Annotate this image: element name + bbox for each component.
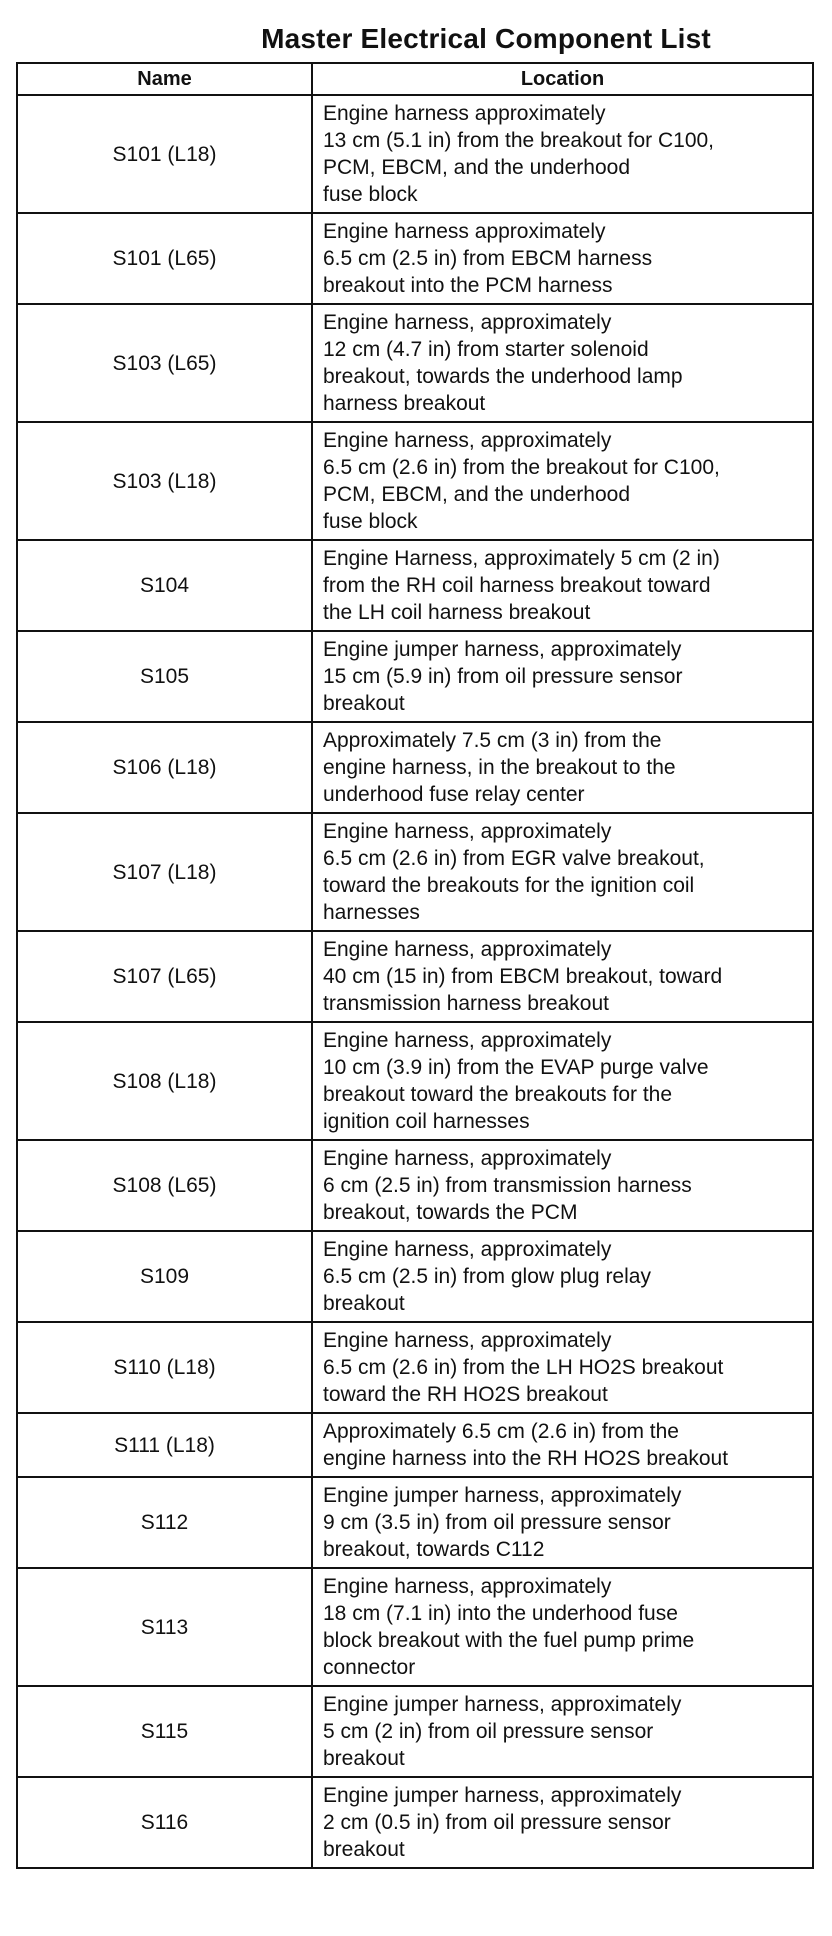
component-location: Engine jumper harness, approximately 9 cm (3.5 in) from oil pressure sensor breakout, towards C112 bbox=[312, 1477, 813, 1568]
component-location: Engine harness, approximately 6.5 cm (2.6 in) from EGR valve breakout, toward the breakouts for the ignition coil harnesses bbox=[312, 813, 813, 931]
table-row bbox=[17, 1477, 813, 1568]
component-location: Engine harness, approximately 10 cm (3.9 in) from the EVAP purge valve breakout toward the breakouts for the ignition coil harnesses bbox=[312, 1022, 813, 1140]
component-name: S112 bbox=[17, 1477, 312, 1568]
component-location: Approximately 6.5 cm (2.6 in) from the engine harness into the RH HO2S breakout bbox=[312, 1413, 813, 1477]
table-row bbox=[17, 540, 813, 631]
component-name: S115 bbox=[17, 1686, 312, 1777]
component-name: S107 (L18) bbox=[17, 813, 312, 931]
page-title: Master Electrical Component List bbox=[261, 23, 711, 54]
component-name: S109 bbox=[17, 1231, 312, 1322]
component-location: Engine Harness, approximately 5 cm (2 in) from the RH coil harness breakout toward the LH coil harness breakout bbox=[312, 540, 813, 631]
component-location: Engine harness approximately 13 cm (5.1 in) from the breakout for C100, PCM, EBCM, and the underhood fuse block bbox=[312, 95, 813, 213]
table-row bbox=[17, 1686, 813, 1777]
component-name: S101 (L65) bbox=[17, 213, 312, 304]
component-location: Engine harness, approximately 18 cm (7.1 in) into the underhood fuse block breakout with the fuel pump prime connector bbox=[312, 1568, 813, 1686]
component-name: S103 (L65) bbox=[17, 304, 312, 422]
component-name: S103 (L18) bbox=[17, 422, 312, 540]
table-row bbox=[17, 1568, 813, 1686]
table-row bbox=[17, 1231, 813, 1322]
component-location: Engine jumper harness, approximately 15 cm (5.9 in) from oil pressure sensor breakout bbox=[312, 631, 813, 722]
component-location: Engine harness, approximately 6.5 cm (2.6 in) from the breakout for C100, PCM, EBCM, and the underhood fuse block bbox=[312, 422, 813, 540]
component-location: Engine harness, approximately 6.5 cm (2.6 in) from the LH HO2S breakout toward the RH HO2S breakout bbox=[312, 1322, 813, 1413]
table-row bbox=[17, 213, 813, 304]
component-name: S111 (L18) bbox=[17, 1413, 312, 1477]
component-location: Approximately 7.5 cm (3 in) from the engine harness, in the breakout to the underhood fuse relay center bbox=[312, 722, 813, 813]
column-header-location: Location bbox=[312, 63, 813, 95]
component-name: S106 (L18) bbox=[17, 722, 312, 813]
table-row bbox=[17, 631, 813, 722]
table-row bbox=[17, 1322, 813, 1413]
component-location: Engine harness, approximately 6 cm (2.5 in) from transmission harness breakout, towards the PCM bbox=[312, 1140, 813, 1231]
table-row bbox=[17, 1140, 813, 1231]
component-location: Engine harness, approximately 6.5 cm (2.5 in) from glow plug relay breakout bbox=[312, 1231, 813, 1322]
component-location: Engine jumper harness, approximately 2 cm (0.5 in) from oil pressure sensor breakout bbox=[312, 1777, 813, 1868]
table-row bbox=[17, 304, 813, 422]
component-location: Engine jumper harness, approximately 5 cm (2 in) from oil pressure sensor breakout bbox=[312, 1686, 813, 1777]
table-row bbox=[17, 722, 813, 813]
table-row bbox=[17, 422, 813, 540]
component-name: S108 (L18) bbox=[17, 1022, 312, 1140]
table-row bbox=[17, 1022, 813, 1140]
table-header-row bbox=[17, 63, 813, 95]
component-name: S108 (L65) bbox=[17, 1140, 312, 1231]
component-name: S107 (L65) bbox=[17, 931, 312, 1022]
component-location: Engine harness approximately 6.5 cm (2.5 in) from EBCM harness breakout into the PCM harness bbox=[312, 213, 813, 304]
component-name: S104 bbox=[17, 540, 312, 631]
table-row bbox=[17, 1777, 813, 1868]
table-row bbox=[17, 95, 813, 213]
component-location: Engine harness, approximately 12 cm (4.7 in) from starter solenoid breakout, towards the underhood lamp harness breakout bbox=[312, 304, 813, 422]
table-row bbox=[17, 1413, 813, 1477]
component-name: S116 bbox=[17, 1777, 312, 1868]
table-row bbox=[17, 813, 813, 931]
table-row bbox=[17, 931, 813, 1022]
component-name: S101 (L18) bbox=[17, 95, 312, 213]
component-name: S113 bbox=[17, 1568, 312, 1686]
component-name: S105 bbox=[17, 631, 312, 722]
component-table bbox=[16, 62, 814, 1869]
column-header-name: Name bbox=[17, 63, 312, 95]
component-location: Engine harness, approximately 40 cm (15 in) from EBCM breakout, toward transmission harness breakout bbox=[312, 931, 813, 1022]
component-name: S110 (L18) bbox=[17, 1322, 312, 1413]
